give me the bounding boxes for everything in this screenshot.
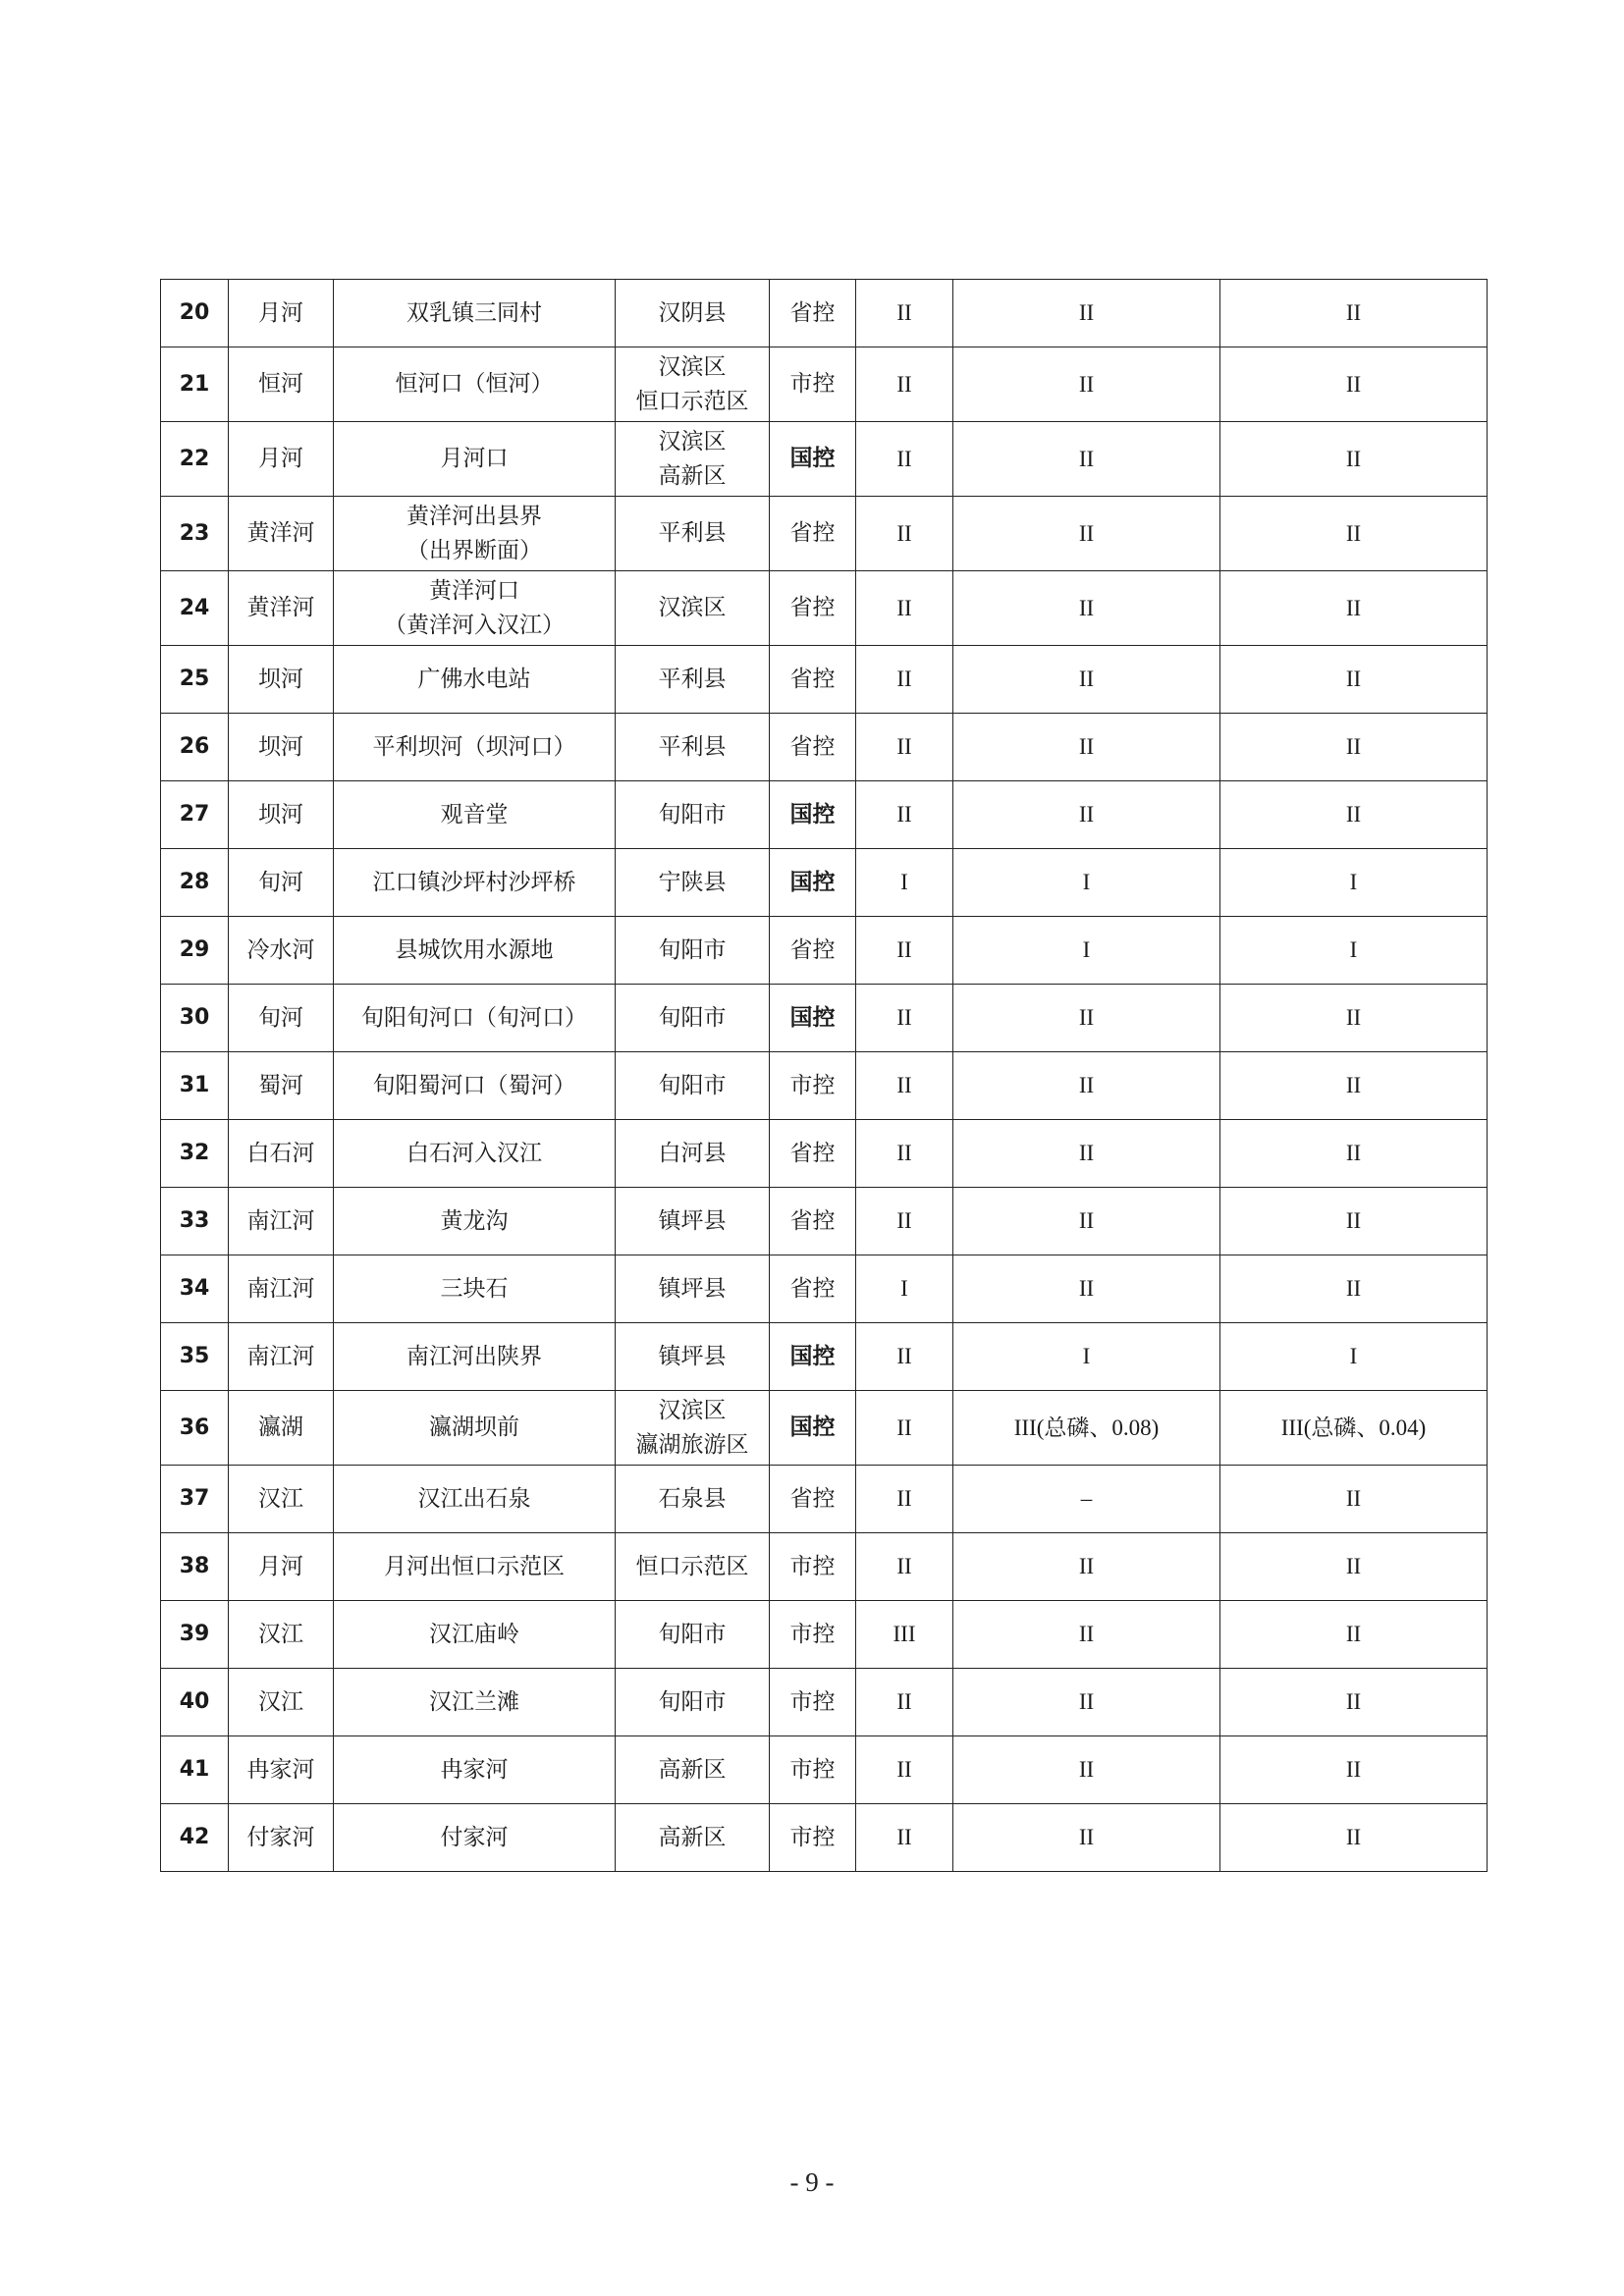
previous-level: I xyxy=(953,917,1220,985)
section-name xyxy=(334,497,616,571)
district-name-line: 汉滨区 xyxy=(658,595,727,620)
section-name-line: 三块石 xyxy=(440,1276,509,1302)
row-number: 41 xyxy=(161,1736,229,1804)
target-level: II xyxy=(856,1736,953,1804)
previous-level: II xyxy=(953,1669,1220,1736)
row-number: 42 xyxy=(161,1804,229,1872)
district-name xyxy=(616,497,770,571)
river-name: 蜀河 xyxy=(229,1052,334,1120)
previous-level: II xyxy=(953,571,1220,646)
section-name xyxy=(334,1052,616,1120)
river-name: 黄洋河 xyxy=(229,497,334,571)
district-name-line: 宁陕县 xyxy=(658,870,727,895)
current-level: II xyxy=(1220,646,1488,714)
current-level: II xyxy=(1220,1669,1488,1736)
section-name-line: 广佛水电站 xyxy=(417,667,531,692)
section-name xyxy=(334,1120,616,1188)
table-row xyxy=(161,849,1488,917)
section-name-line: 黄龙沟 xyxy=(440,1208,509,1234)
current-level: III(总磷、0.04) xyxy=(1220,1391,1488,1466)
target-level: II xyxy=(856,1466,953,1533)
section-name xyxy=(334,781,616,849)
river-name: 月河 xyxy=(229,1533,334,1601)
district-name xyxy=(616,985,770,1052)
row-number: 25 xyxy=(161,646,229,714)
section-name xyxy=(334,347,616,422)
table-row xyxy=(161,571,1488,646)
target-level: II xyxy=(856,422,953,497)
control-level: 省控 xyxy=(770,646,856,714)
previous-level: – xyxy=(953,1466,1220,1533)
section-name-line: 平利坝河（坝河口） xyxy=(372,734,576,760)
district-name xyxy=(616,571,770,646)
river-name: 瀛湖 xyxy=(229,1391,334,1466)
monitoring-sections-table xyxy=(160,279,1488,1872)
previous-level: II xyxy=(953,714,1220,781)
previous-level: II xyxy=(953,1533,1220,1601)
section-name-line: 双乳镇三同村 xyxy=(406,300,542,326)
current-level: II xyxy=(1220,280,1488,347)
current-level: II xyxy=(1220,1052,1488,1120)
district-name xyxy=(616,1188,770,1255)
section-name xyxy=(334,1391,616,1466)
district-name xyxy=(616,422,770,497)
current-level: I xyxy=(1220,1323,1488,1391)
previous-level: II xyxy=(953,1601,1220,1669)
target-level: II xyxy=(856,1391,953,1466)
district-name-line: 恒口示范区 xyxy=(635,1554,749,1579)
section-name xyxy=(334,422,616,497)
target-level: II xyxy=(856,1669,953,1736)
section-name-line: （黄洋河入汉江） xyxy=(384,612,565,638)
section-name xyxy=(334,849,616,917)
row-number: 22 xyxy=(161,422,229,497)
section-name xyxy=(334,985,616,1052)
row-number: 32 xyxy=(161,1120,229,1188)
row-number: 35 xyxy=(161,1323,229,1391)
section-name xyxy=(334,646,616,714)
section-name-line: 瀛湖坝前 xyxy=(429,1415,519,1440)
row-number: 38 xyxy=(161,1533,229,1601)
previous-level: III(总磷、0.08) xyxy=(953,1391,1220,1466)
previous-level: II xyxy=(953,497,1220,571)
section-name-line: 付家河 xyxy=(440,1825,509,1850)
section-name-line: 月河口 xyxy=(440,446,509,471)
control-level: 市控 xyxy=(770,1736,856,1804)
row-number: 40 xyxy=(161,1669,229,1736)
section-name xyxy=(334,1533,616,1601)
district-name xyxy=(616,1120,770,1188)
current-level: II xyxy=(1220,1601,1488,1669)
river-name: 旬河 xyxy=(229,849,334,917)
river-name: 南江河 xyxy=(229,1255,334,1323)
target-level: II xyxy=(856,985,953,1052)
district-name xyxy=(616,1052,770,1120)
district-name xyxy=(616,280,770,347)
control-level: 国控 xyxy=(770,1323,856,1391)
target-level: II xyxy=(856,1188,953,1255)
control-level: 省控 xyxy=(770,1466,856,1533)
row-number: 31 xyxy=(161,1052,229,1120)
district-name-line: 平利县 xyxy=(658,734,727,760)
section-name xyxy=(334,1736,616,1804)
control-level: 省控 xyxy=(770,1188,856,1255)
district-name-line: 旬阳市 xyxy=(658,937,727,963)
target-level: I xyxy=(856,1255,953,1323)
table-row xyxy=(161,781,1488,849)
section-name-line: 县城饮用水源地 xyxy=(395,937,554,963)
district-name-line: 旬阳市 xyxy=(658,1073,727,1098)
target-level: II xyxy=(856,917,953,985)
section-name-line: 白石河入汉江 xyxy=(406,1141,542,1166)
current-level: I xyxy=(1220,917,1488,985)
table-row xyxy=(161,1052,1488,1120)
row-number: 24 xyxy=(161,571,229,646)
table-row xyxy=(161,917,1488,985)
control-level: 国控 xyxy=(770,849,856,917)
row-number: 37 xyxy=(161,1466,229,1533)
previous-level: II xyxy=(953,646,1220,714)
section-name-line: 冉家河 xyxy=(440,1757,509,1783)
district-name-line: 汉滨区 xyxy=(658,353,727,380)
section-name xyxy=(334,280,616,347)
district-name-line: 旬阳市 xyxy=(658,802,727,828)
river-name: 旬河 xyxy=(229,985,334,1052)
section-name-line: 江口镇沙坪村沙坪桥 xyxy=(372,870,576,895)
table-row xyxy=(161,422,1488,497)
control-level: 国控 xyxy=(770,422,856,497)
current-level: II xyxy=(1220,781,1488,849)
table-row xyxy=(161,1188,1488,1255)
row-number: 29 xyxy=(161,917,229,985)
river-name: 冷水河 xyxy=(229,917,334,985)
section-name-line: （出界断面） xyxy=(406,537,542,563)
target-level: II xyxy=(856,714,953,781)
section-name-line: 月河出恒口示范区 xyxy=(384,1554,565,1579)
section-name-line: 南江河出陕界 xyxy=(406,1344,542,1369)
control-level: 国控 xyxy=(770,1391,856,1466)
district-name-line: 镇坪县 xyxy=(658,1276,727,1302)
control-level: 省控 xyxy=(770,917,856,985)
current-level: I xyxy=(1220,849,1488,917)
previous-level: I xyxy=(953,1323,1220,1391)
current-level: II xyxy=(1220,1466,1488,1533)
control-level: 省控 xyxy=(770,714,856,781)
table-row xyxy=(161,1804,1488,1872)
control-level: 国控 xyxy=(770,985,856,1052)
row-number: 20 xyxy=(161,280,229,347)
current-level: II xyxy=(1220,1120,1488,1188)
previous-level: II xyxy=(953,1255,1220,1323)
district-name-line: 白河县 xyxy=(658,1141,727,1166)
district-name-line: 汉滨区 xyxy=(658,1397,727,1423)
river-name: 汉江 xyxy=(229,1466,334,1533)
district-name-line: 旬阳市 xyxy=(658,1622,727,1647)
river-name: 恒河 xyxy=(229,347,334,422)
section-name xyxy=(334,917,616,985)
previous-level: II xyxy=(953,781,1220,849)
section-name-line: 黄洋河出县界 xyxy=(406,503,542,529)
control-level: 市控 xyxy=(770,1669,856,1736)
control-level: 省控 xyxy=(770,497,856,571)
section-name xyxy=(334,1188,616,1255)
target-level: II xyxy=(856,1120,953,1188)
section-name-line: 旬阳蜀河口（蜀河） xyxy=(372,1073,576,1098)
district-name-line: 瀛湖旅游区 xyxy=(635,1431,749,1458)
section-name xyxy=(334,714,616,781)
control-level: 市控 xyxy=(770,347,856,422)
district-name-line: 镇坪县 xyxy=(658,1208,727,1234)
previous-level: II xyxy=(953,347,1220,422)
control-level: 省控 xyxy=(770,280,856,347)
district-name-line: 高新区 xyxy=(658,1825,727,1850)
river-name: 南江河 xyxy=(229,1188,334,1255)
row-number: 33 xyxy=(161,1188,229,1255)
table-row xyxy=(161,1323,1488,1391)
table-row xyxy=(161,646,1488,714)
district-name xyxy=(616,1466,770,1533)
table-row xyxy=(161,1466,1488,1533)
river-name: 付家河 xyxy=(229,1804,334,1872)
district-name xyxy=(616,1255,770,1323)
river-name: 月河 xyxy=(229,422,334,497)
row-number: 30 xyxy=(161,985,229,1052)
target-level: II xyxy=(856,1804,953,1872)
control-level: 省控 xyxy=(770,1255,856,1323)
section-name xyxy=(334,1669,616,1736)
target-level: II xyxy=(856,646,953,714)
table-row xyxy=(161,985,1488,1052)
district-name-line: 汉滨区 xyxy=(658,428,727,454)
previous-level: I xyxy=(953,849,1220,917)
district-name-line: 石泉县 xyxy=(658,1486,727,1512)
current-level: II xyxy=(1220,422,1488,497)
river-name: 南江河 xyxy=(229,1323,334,1391)
previous-level: II xyxy=(953,1736,1220,1804)
district-name-line: 汉阴县 xyxy=(658,300,727,326)
district-name xyxy=(616,781,770,849)
control-level: 省控 xyxy=(770,571,856,646)
section-name-line: 恒河口（恒河） xyxy=(395,371,554,397)
district-name xyxy=(616,849,770,917)
table-row xyxy=(161,714,1488,781)
table-row xyxy=(161,280,1488,347)
section-name-line: 汉江庙岭 xyxy=(429,1622,519,1647)
district-name-line: 平利县 xyxy=(658,520,727,546)
target-level: II xyxy=(856,571,953,646)
current-level: II xyxy=(1220,1255,1488,1323)
river-name: 坝河 xyxy=(229,714,334,781)
page-number: - 9 - xyxy=(789,2167,835,2197)
table-row xyxy=(161,1255,1488,1323)
table-row xyxy=(161,1391,1488,1466)
row-number: 21 xyxy=(161,347,229,422)
current-level: II xyxy=(1220,985,1488,1052)
row-number: 27 xyxy=(161,781,229,849)
district-name-line: 高新区 xyxy=(658,1757,727,1783)
control-level: 省控 xyxy=(770,1120,856,1188)
section-name-line: 汉江兰滩 xyxy=(429,1689,519,1715)
river-name: 坝河 xyxy=(229,646,334,714)
district-name xyxy=(616,1533,770,1601)
river-name: 汉江 xyxy=(229,1601,334,1669)
section-name xyxy=(334,1323,616,1391)
table-row xyxy=(161,1533,1488,1601)
row-number: 36 xyxy=(161,1391,229,1466)
current-level: II xyxy=(1220,1188,1488,1255)
district-name xyxy=(616,646,770,714)
table-row xyxy=(161,497,1488,571)
target-level: II xyxy=(856,1052,953,1120)
section-name-line: 观音堂 xyxy=(440,802,509,828)
previous-level: II xyxy=(953,1188,1220,1255)
section-name-line: 黄洋河口 xyxy=(429,577,519,604)
district-name xyxy=(616,714,770,781)
table-row xyxy=(161,1669,1488,1736)
section-name xyxy=(334,571,616,646)
target-level: II xyxy=(856,497,953,571)
district-name xyxy=(616,1669,770,1736)
table-row xyxy=(161,1120,1488,1188)
river-name: 白石河 xyxy=(229,1120,334,1188)
control-level: 市控 xyxy=(770,1533,856,1601)
table-body xyxy=(161,280,1488,1872)
district-name xyxy=(616,1601,770,1669)
river-name: 汉江 xyxy=(229,1669,334,1736)
row-number: 34 xyxy=(161,1255,229,1323)
river-name: 冉家河 xyxy=(229,1736,334,1804)
district-name xyxy=(616,347,770,422)
previous-level: II xyxy=(953,422,1220,497)
table-row xyxy=(161,1601,1488,1669)
river-name: 坝河 xyxy=(229,781,334,849)
previous-level: II xyxy=(953,1804,1220,1872)
control-level: 市控 xyxy=(770,1052,856,1120)
target-level: II xyxy=(856,280,953,347)
district-name xyxy=(616,1736,770,1804)
district-name-line: 高新区 xyxy=(658,462,727,489)
control-level: 市控 xyxy=(770,1804,856,1872)
control-level: 市控 xyxy=(770,1601,856,1669)
district-name-line: 恒口示范区 xyxy=(635,388,749,414)
section-name xyxy=(334,1601,616,1669)
row-number: 39 xyxy=(161,1601,229,1669)
previous-level: II xyxy=(953,1052,1220,1120)
target-level: II xyxy=(856,347,953,422)
district-name-line: 平利县 xyxy=(658,667,727,692)
district-name xyxy=(616,1804,770,1872)
current-level: II xyxy=(1220,571,1488,646)
row-number: 23 xyxy=(161,497,229,571)
table-row xyxy=(161,1736,1488,1804)
current-level: II xyxy=(1220,1804,1488,1872)
table-row xyxy=(161,347,1488,422)
district-name xyxy=(616,917,770,985)
river-name: 黄洋河 xyxy=(229,571,334,646)
section-name-line: 汉江出石泉 xyxy=(417,1486,531,1512)
row-number: 28 xyxy=(161,849,229,917)
current-level: II xyxy=(1220,714,1488,781)
district-name-line: 旬阳市 xyxy=(658,1689,727,1715)
district-name xyxy=(616,1391,770,1466)
previous-level: II xyxy=(953,1120,1220,1188)
control-level: 国控 xyxy=(770,781,856,849)
target-level: II xyxy=(856,1323,953,1391)
district-name xyxy=(616,1323,770,1391)
current-level: II xyxy=(1220,347,1488,422)
previous-level: II xyxy=(953,280,1220,347)
section-name xyxy=(334,1255,616,1323)
river-name: 月河 xyxy=(229,280,334,347)
row-number: 26 xyxy=(161,714,229,781)
target-level: II xyxy=(856,781,953,849)
district-name-line: 镇坪县 xyxy=(658,1344,727,1369)
target-level: I xyxy=(856,849,953,917)
target-level: III xyxy=(856,1601,953,1669)
district-name-line: 旬阳市 xyxy=(658,1005,727,1031)
section-name xyxy=(334,1804,616,1872)
target-level: II xyxy=(856,1533,953,1601)
current-level: II xyxy=(1220,1533,1488,1601)
current-level: II xyxy=(1220,497,1488,571)
section-name-line: 旬阳旬河口（旬河口） xyxy=(361,1005,587,1031)
section-name xyxy=(334,1466,616,1533)
current-level: II xyxy=(1220,1736,1488,1804)
previous-level: II xyxy=(953,985,1220,1052)
